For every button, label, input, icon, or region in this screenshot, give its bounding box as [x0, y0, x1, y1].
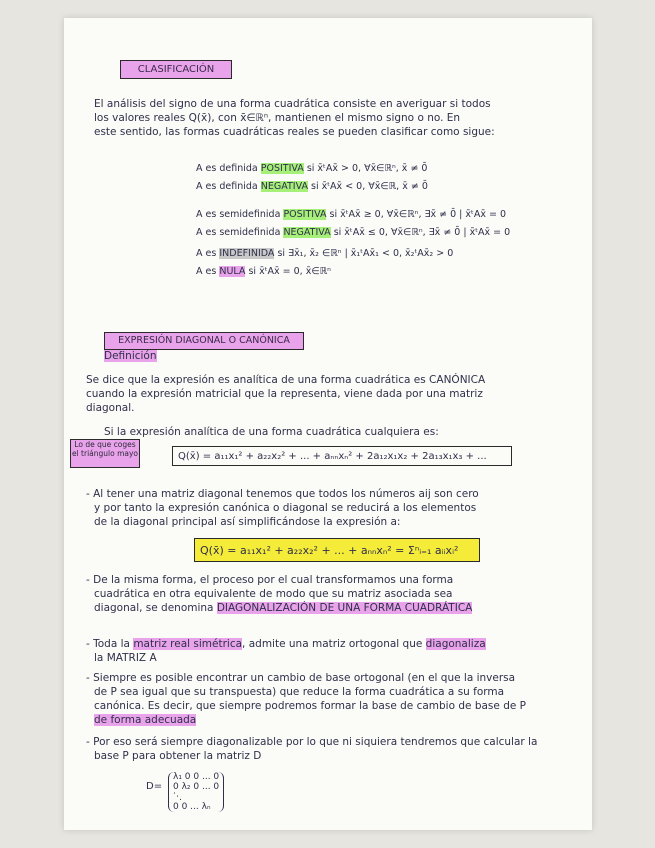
intro-line-3: este sentido, las formas cuadráticas reales se pueden clasificar como sigue:	[94, 126, 495, 138]
matrix-row: ⋱	[173, 792, 182, 802]
class-item: A es definida NEGATIVA si x̄ᵗAx̄ < 0, ∀x̄∈ℝ, x̄ ≠ 0̄	[196, 181, 428, 192]
diag-line-2: y por tanto la expresión canónica o diagonal se reducirá a los elementos	[94, 502, 477, 514]
section-title-clasificacion: CLASIFICACIÓN	[120, 60, 232, 79]
tag-indefinida: INDEFINIDA	[219, 248, 275, 259]
process-line-3: diagonal, se denomina DIAGONALIZACIÓN DE UNA FORMA CUADRÁTICA	[94, 602, 473, 614]
matrix-row: 0 0 ... λₙ	[173, 802, 211, 812]
diagonal-matrix	[146, 772, 224, 812]
bullet-b-line-2: de P sea igual que su transpuesta) que reduce la forma cuadrática a su forma	[94, 686, 505, 698]
class-item: A es NULA si x̄ᵗAx̄ = 0, x̄∈ℝⁿ	[196, 266, 331, 277]
bullet-c-line-2: base P para obtener la matriz D	[94, 750, 262, 762]
general-expression-text: Si la expresión analítica de una forma cuadrática cualquiera es:	[104, 426, 439, 438]
tag-negativa: NEGATIVA	[283, 227, 331, 238]
section-title-expresion-diagonal: EXPRESIÓN DIAGONAL O CANÓNICA	[104, 332, 304, 350]
definition-line-1: Se dice que la expresión es analítica de una forma cuadrática es CANÓNICA	[86, 374, 486, 386]
definition-line-3: diagonal.	[86, 402, 135, 414]
class-item: A es INDEFINIDA si ∃x̄₁, x̄₂ ∈ℝⁿ | x̄₁ᵗAx̄₁ < 0, x̄₂ᵗAx̄₂ > 0	[196, 248, 454, 259]
class-item: A es definida POSITIVA si x̄ᵗAx̄ > 0, ∀x̄∈ℝⁿ, x̄ ≠ 0̄	[196, 163, 428, 174]
bullet-c-line-1: - Por eso será siempre diagonalizable por lo que ni siquiera tendremos que calcular la	[86, 736, 538, 748]
bullet-matriz-simetrica: - Toda la matriz real simétrica, admite una matriz ortogonal que diagonaliza	[86, 638, 486, 650]
tag-positiva: POSITIVA	[283, 209, 327, 220]
tag-diagonalizacion: DIAGONALIZACIÓN DE UNA FORMA CUADRÁTICA	[216, 602, 473, 614]
notebook-page	[64, 18, 592, 830]
general-formula-box: Q(x̄) = a₁₁x₁² + a₂₂x₂² + ... + aₙₙxₙ² + 2a₁₂x₁x₂ + 2a₁₃x₁x₃ + ...	[172, 446, 512, 466]
process-line-1: - De la misma forma, el proceso por el cual transformamos una forma	[86, 574, 454, 586]
matrix-row: λ₁ 0 0 ... 0	[173, 772, 220, 782]
intro-line-1: El análisis del signo de una forma cuadrática consiste en averiguar si todos	[94, 98, 491, 110]
matrix-label: D=	[146, 781, 163, 792]
bullet-b-line-3: canónica. Es decir, que siempre podremos formar la base de cambio de base de P	[94, 700, 526, 712]
class-item: A es semidefinida NEGATIVA si x̄ᵗAx̄ ≤ 0, ∀x̄∈ℝⁿ, ∃x̄ ≠ 0̄ | x̄ᵗAx̄ = 0	[196, 227, 511, 238]
diag-line-1: - Al tener una matriz diagonal tenemos que todos los números aij son cero	[86, 488, 479, 500]
diag-line-3: de la diagonal principal así simplificándose la expresión a:	[94, 516, 401, 528]
tag-nula: NULA	[219, 266, 246, 277]
definicion-label: Definición	[104, 350, 157, 362]
bullet-b-line-1: - Siempre es posible encontrar un cambio de base ortogonal (en el que la inversa	[86, 672, 516, 684]
matrix-row: 0 λ₂ 0 ... 0	[173, 782, 220, 792]
tag-positiva: POSITIVA	[260, 163, 304, 174]
process-line-2: cuadrática en otra equivalente de modo que su matriz asociada sea	[94, 588, 453, 600]
bullet-b-line-4: de forma adecuada	[94, 714, 197, 726]
bullet-matriz-a: la MATRIZ A	[94, 652, 157, 664]
tag-negativa: NEGATIVA	[260, 181, 308, 192]
margin-note: Lo de que coges el triángulo mayo	[70, 439, 140, 468]
class-item: A es semidefinida POSITIVA si x̄ᵗAx̄ ≥ 0, ∀x̄∈ℝⁿ, ∃x̄ ≠ 0̄ | x̄ᵗAx̄ = 0	[196, 209, 506, 220]
definition-line-2: cuando la expresión matricial que la representa, viene dada por una matriz	[86, 388, 483, 400]
intro-line-2: los valores reales Q(x̄), con x̄∈ℝⁿ, mantienen el mismo signo o no. En	[94, 112, 461, 124]
canonical-formula-box: Q(x̄) = a₁₁x₁² + a₂₂x₂² + ... + aₙₙxₙ² = Σⁿᵢ₌₁ aᵢᵢxᵢ²	[194, 538, 480, 562]
